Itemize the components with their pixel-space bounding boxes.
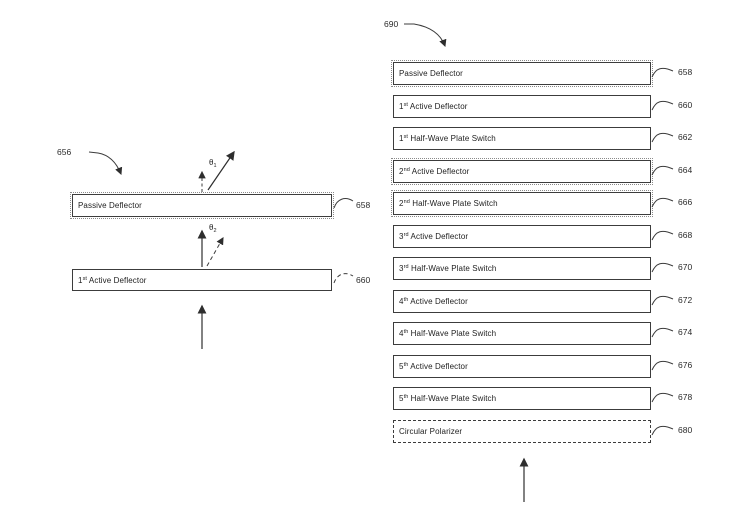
leader-line [651,390,675,404]
ref-number: 672 [678,294,693,305]
ref-number: 668 [678,229,693,240]
ref-number: 658 [678,67,693,77]
leader-line [651,358,675,372]
ref-number: 676 [678,359,693,370]
layer-box [393,387,651,410]
leader-660-left [334,274,353,283]
stack-layer-660 [393,95,713,118]
stack-layer-664 [393,160,713,183]
layer-box [393,160,651,183]
stack-layer-670 [393,257,713,280]
leader-658-left [334,199,353,208]
layer-box [393,322,651,345]
ref-number-658-left: 658 [356,200,371,210]
leader-line [651,65,675,79]
stack-layer-678 [393,387,713,410]
callout-656-arrow [89,152,121,174]
leader-line [651,130,675,144]
leader-line [651,423,675,437]
stack-layer-676 [393,355,713,378]
deflector-stack [393,62,713,452]
ref-number: 674 [678,327,693,337]
layer-box [393,192,651,215]
passive-deflector-box-left [72,194,332,217]
stack-layer-672 [393,290,713,313]
stack-layer-658 [393,62,713,85]
ref-number: 670 [678,262,693,272]
layer-label: 5th Active Deflector [399,361,468,371]
theta2-deflected-ray-arrow [207,238,223,266]
callout-690-arrow [404,24,445,46]
layer-label: 2nd Active Deflector [399,166,470,176]
ref-number: 678 [678,392,693,402]
callout-690-label: 690 [384,19,399,29]
ref-number: 666 [678,197,693,207]
layer-label: 1st Half-Wave Plate Switch [399,134,496,143]
layer-label: 1st Active Deflector [78,275,147,285]
stack-layer-666 [393,192,713,215]
ref-number: 680 [678,424,693,435]
ref-number: 664 [678,164,693,175]
leader-line [651,163,675,177]
layer-box [393,95,651,118]
layer-label: 4th Half-Wave Plate Switch [399,329,497,338]
stack-layer-662 [393,127,713,150]
stack-layer-674 [393,322,713,345]
layer-label: Passive Deflector [399,69,463,78]
layer-box [393,290,651,313]
leader-line [651,98,675,112]
ref-number-660-left: 660 [356,275,371,285]
leader-line [651,195,675,209]
leader-line [651,228,675,242]
stack-layer-668 [393,225,713,248]
leader-line [651,325,675,339]
layer-box [393,62,651,85]
layer-box [393,355,651,378]
leader-line [651,260,675,274]
layer-label: 3rd Active Deflector [399,231,469,241]
leader-line [651,293,675,307]
stack-layer-680 [393,420,713,443]
layer-label: 2nd Half-Wave Plate Switch [399,199,498,208]
layer-box [393,225,651,248]
layer-box [393,127,651,150]
layer-label: Passive Deflector [78,201,142,210]
layer-label: Circular Polarizer [399,426,463,436]
layer-box [393,420,651,443]
layer-label: 5th Half-Wave Plate Switch [399,394,497,403]
layer-label: 3rd Half-Wave Plate Switch [399,264,497,273]
ref-number: 660 [678,99,693,110]
theta1-label: $\theta_1$ [209,158,217,169]
callout-656-label: 656 [57,147,72,157]
layer-label: 1st Active Deflector [399,101,468,111]
ref-number: 662 [678,132,693,142]
first-active-deflector-box-left [72,269,332,291]
layer-label: 4th Active Deflector [399,296,468,306]
theta2-label: $\theta_2$ [209,223,217,234]
layer-box [393,257,651,280]
